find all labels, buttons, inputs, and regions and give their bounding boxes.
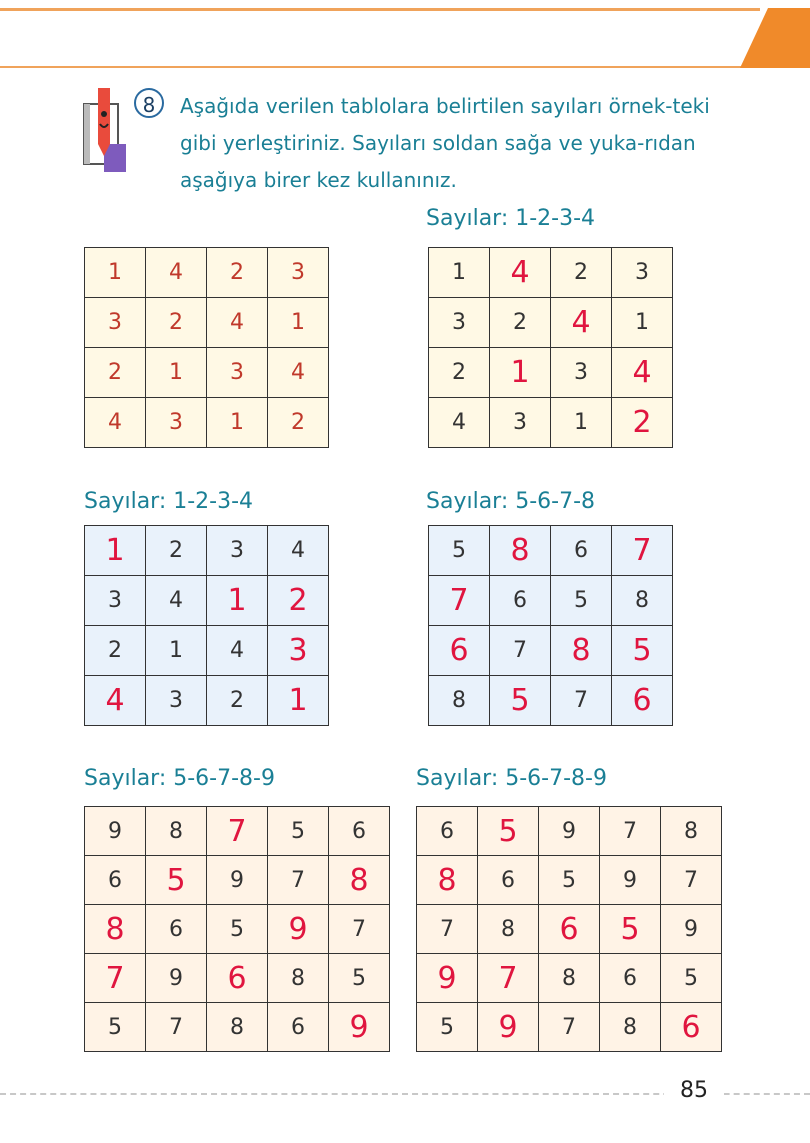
grid-cell: 4 xyxy=(146,248,207,298)
grid6-label: Sayılar: 5-6-7-8-9 xyxy=(416,766,607,791)
grid-cell: 3 xyxy=(146,676,207,726)
grid-cell: 5 xyxy=(551,576,612,626)
grid-cell: 7 xyxy=(600,807,661,856)
grid-cell: 1 xyxy=(429,248,490,298)
grid-cell: 8 xyxy=(539,954,600,1003)
grid-cell: 6 xyxy=(268,1003,329,1052)
grid-cell: 3 xyxy=(429,298,490,348)
answer-cell[interactable]: 5 xyxy=(478,807,539,856)
answer-cell[interactable]: 6 xyxy=(207,954,268,1003)
page-number: 85 xyxy=(664,1078,724,1103)
grid-cell: 8 xyxy=(429,676,490,726)
grid-cell: 4 xyxy=(268,348,329,398)
answer-cell[interactable]: 6 xyxy=(429,626,490,676)
grid-cell: 7 xyxy=(551,676,612,726)
grid-cell: 8 xyxy=(146,807,207,856)
answer-cell[interactable]: 2 xyxy=(268,576,329,626)
answer-cell[interactable]: 8 xyxy=(417,856,478,905)
answer-cell[interactable]: 7 xyxy=(85,954,146,1003)
grid2-label: Sayılar: 1-2-3-4 xyxy=(426,206,596,231)
grid-cell: 1 xyxy=(85,248,146,298)
grid-cell: 3 xyxy=(268,248,329,298)
grid-cell: 7 xyxy=(146,1003,207,1052)
answer-cell[interactable]: 8 xyxy=(329,856,390,905)
grid-cell: 9 xyxy=(661,905,722,954)
answer-cell[interactable]: 6 xyxy=(539,905,600,954)
grid5-label: Sayılar: 5-6-7-8-9 xyxy=(84,766,275,791)
grid-cell: 2 xyxy=(146,298,207,348)
answer-cell[interactable]: 1 xyxy=(207,576,268,626)
header-underline xyxy=(0,66,810,68)
grid-cell: 3 xyxy=(612,248,673,298)
grid-cell: 4 xyxy=(268,526,329,576)
grid-cell: 2 xyxy=(207,248,268,298)
grid-6 xyxy=(416,806,722,1052)
grid3-label: Sayılar: 1-2-3-4 xyxy=(84,489,254,514)
grid-cell: 4 xyxy=(207,626,268,676)
grid-cell: 3 xyxy=(207,526,268,576)
pencil-notepad-icon xyxy=(80,84,126,176)
grid-cell: 2 xyxy=(85,348,146,398)
grid-cell: 4 xyxy=(85,398,146,448)
grid-cell: 1 xyxy=(268,298,329,348)
answer-cell[interactable]: 7 xyxy=(429,576,490,626)
grid-cell: 6 xyxy=(478,856,539,905)
grid-cell: 1 xyxy=(612,298,673,348)
grid-cell: 1 xyxy=(207,398,268,448)
grid-cell: 4 xyxy=(146,576,207,626)
answer-cell[interactable]: 2 xyxy=(612,398,673,448)
answer-cell[interactable]: 3 xyxy=(268,626,329,676)
grid-cell: 2 xyxy=(429,348,490,398)
grid-cell: 2 xyxy=(268,398,329,448)
grid-cell: 6 xyxy=(417,807,478,856)
answer-cell[interactable]: 5 xyxy=(490,676,551,726)
grid-cell: 9 xyxy=(207,856,268,905)
answer-cell[interactable]: 4 xyxy=(551,298,612,348)
grid-cell: 1 xyxy=(146,626,207,676)
grid-cell: 5 xyxy=(417,1003,478,1052)
header-tab xyxy=(740,8,810,68)
grid-cell: 7 xyxy=(329,905,390,954)
grid-cell: 6 xyxy=(600,954,661,1003)
answer-cell[interactable]: 8 xyxy=(85,905,146,954)
answer-cell[interactable]: 8 xyxy=(490,526,551,576)
answer-cell[interactable]: 1 xyxy=(490,348,551,398)
grid-cell: 3 xyxy=(490,398,551,448)
answer-cell[interactable]: 1 xyxy=(268,676,329,726)
answer-cell[interactable]: 4 xyxy=(85,676,146,726)
grid-cell: 8 xyxy=(612,576,673,626)
answer-cell[interactable]: 6 xyxy=(661,1003,722,1052)
grid-2 xyxy=(428,247,673,448)
task-instructions: Aşağıda verilen tablolara belirtilen sayıları örnek-teki gibi yerleştiriniz. Sayıları soldan sağa ve yuka-rıdan aşağıya birer kez kullanınız. xyxy=(180,94,710,192)
grid-cell: 6 xyxy=(329,807,390,856)
grid-cell: 6 xyxy=(146,905,207,954)
grid-cell: 3 xyxy=(207,348,268,398)
answer-cell[interactable]: 1 xyxy=(85,526,146,576)
grid-cell: 1 xyxy=(146,348,207,398)
grid-cell: 3 xyxy=(551,348,612,398)
answer-cell[interactable]: 9 xyxy=(329,1003,390,1052)
grid-cell: 4 xyxy=(429,398,490,448)
grid-cell: 2 xyxy=(207,676,268,726)
grid-cell: 9 xyxy=(539,807,600,856)
grid-cell: 6 xyxy=(551,526,612,576)
grid-cell: 2 xyxy=(85,626,146,676)
grid4-label: Sayılar: 5-6-7-8 xyxy=(426,489,596,514)
grid-cell: 6 xyxy=(490,576,551,626)
answer-cell[interactable]: 4 xyxy=(612,348,673,398)
answer-cell[interactable]: 5 xyxy=(600,905,661,954)
answer-cell[interactable]: 7 xyxy=(478,954,539,1003)
grid-cell: 2 xyxy=(490,298,551,348)
grid-cell: 3 xyxy=(85,576,146,626)
grid-cell: 7 xyxy=(417,905,478,954)
grid-cell: 7 xyxy=(268,856,329,905)
grid-cell: 2 xyxy=(551,248,612,298)
grid-cell: 6 xyxy=(85,856,146,905)
grid-cell: 5 xyxy=(661,954,722,1003)
grid-cell: 8 xyxy=(268,954,329,1003)
grid-cell: 5 xyxy=(539,856,600,905)
grid-cell: 9 xyxy=(600,856,661,905)
answer-cell[interactable]: 5 xyxy=(612,626,673,676)
answer-cell[interactable]: 9 xyxy=(268,905,329,954)
grid-cell: 1 xyxy=(551,398,612,448)
grid-cell: 8 xyxy=(600,1003,661,1052)
grid-cell: 5 xyxy=(85,1003,146,1052)
grid-cell: 8 xyxy=(661,807,722,856)
grid-cell: 3 xyxy=(146,398,207,448)
grid-cell: 5 xyxy=(268,807,329,856)
answer-cell[interactable]: 9 xyxy=(478,1003,539,1052)
task-number: 8 xyxy=(134,88,164,118)
answer-cell[interactable]: 6 xyxy=(612,676,673,726)
answer-cell[interactable]: 7 xyxy=(207,807,268,856)
page-header xyxy=(0,0,810,68)
grid-cell: 2 xyxy=(146,526,207,576)
grid-4 xyxy=(428,525,673,726)
header-line xyxy=(0,8,760,11)
grid-cell: 8 xyxy=(478,905,539,954)
grid-cell: 8 xyxy=(207,1003,268,1052)
grid-cell: 7 xyxy=(539,1003,600,1052)
grid-5 xyxy=(84,806,390,1052)
answer-cell[interactable]: 9 xyxy=(417,954,478,1003)
answer-cell[interactable]: 5 xyxy=(146,856,207,905)
grid-cell: 9 xyxy=(146,954,207,1003)
grid-cell: 5 xyxy=(329,954,390,1003)
grid-cell: 4 xyxy=(207,298,268,348)
grid-cell: 5 xyxy=(429,526,490,576)
grid-cell: 3 xyxy=(85,298,146,348)
answer-cell[interactable]: 8 xyxy=(551,626,612,676)
grid-cell: 7 xyxy=(661,856,722,905)
answer-cell[interactable]: 4 xyxy=(490,248,551,298)
grid-cell: 7 xyxy=(490,626,551,676)
grid-cell: 5 xyxy=(207,905,268,954)
grid-cell: 9 xyxy=(85,807,146,856)
answer-cell[interactable]: 7 xyxy=(612,526,673,576)
grid-3 xyxy=(84,525,329,726)
example-grid xyxy=(84,247,329,448)
